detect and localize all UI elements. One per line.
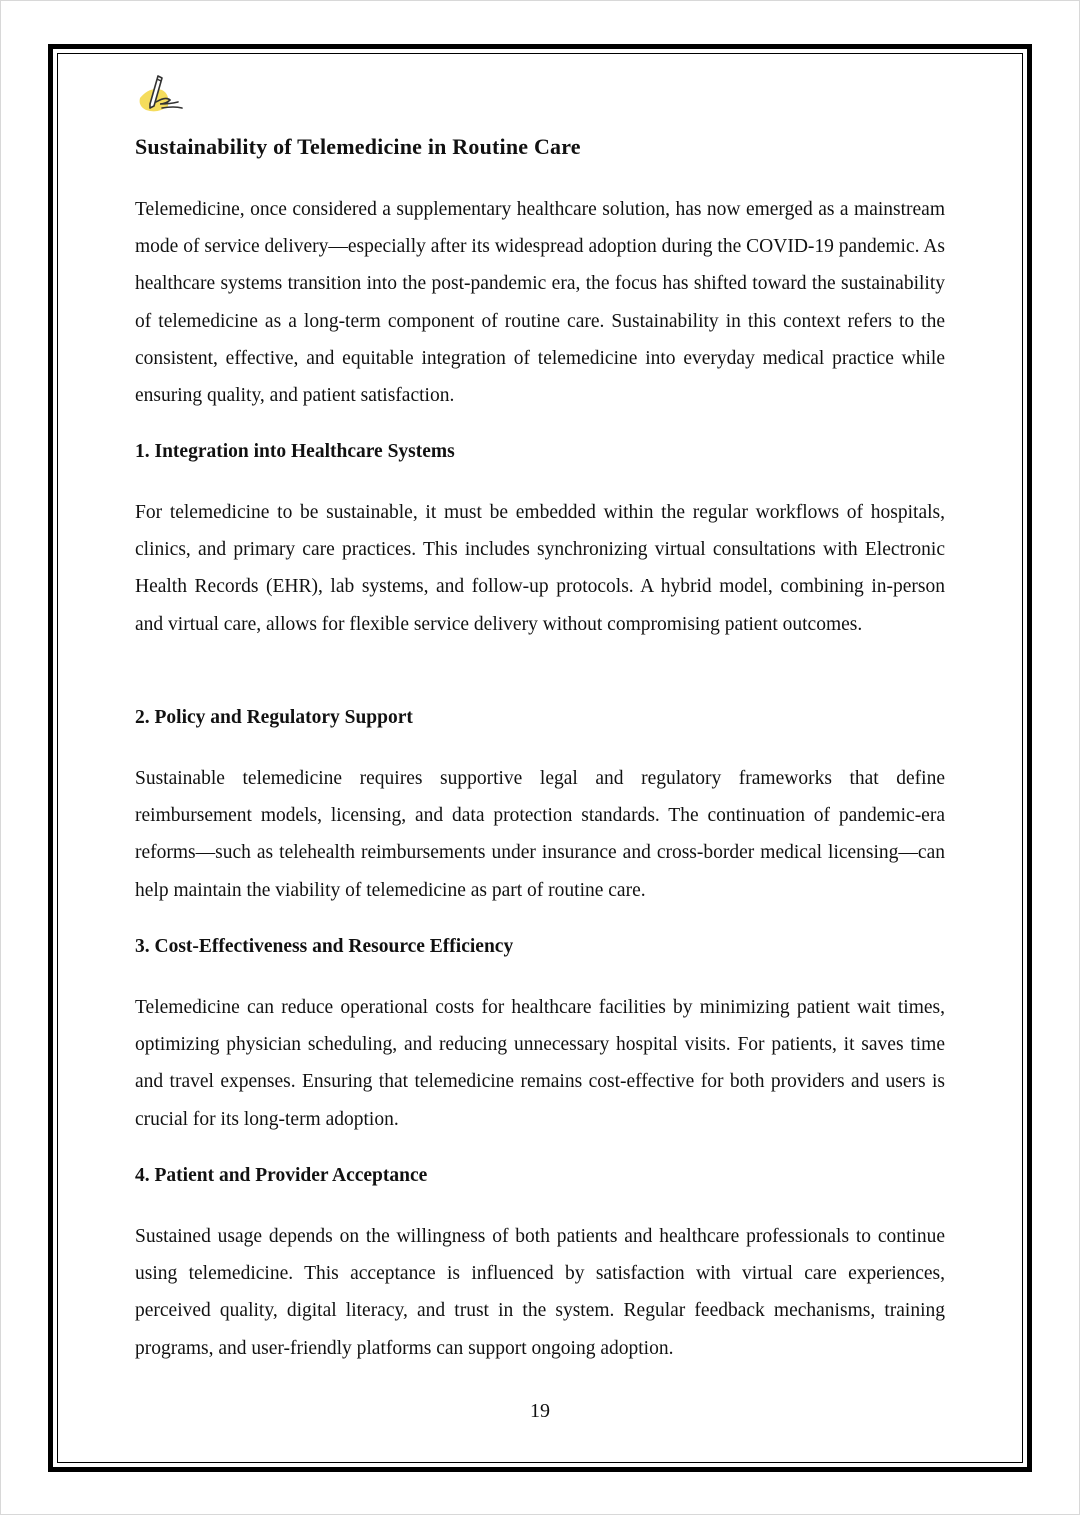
section-heading-4: 4. Patient and Provider Acceptance [135,1165,428,1186]
page-title: Sustainability of Telemedicine in Routine Care [135,134,581,159]
section-body-2: Sustainable telemedicine requires supportive legal and regulatory frameworks that define reimbursement models, licensing, and data protection standards. The continuation of pandemic-era reforms—such as telehealth reimbursements under insurance and cross-border medical licensing—can help maintain the viability of telemedicine as part of routine care. [135,768,945,901]
pen-writing-icon [136,72,190,116]
section-body-4: Sustained usage depends on the willingness of both patients and healthcare professionals to continue using telemedicine. This acceptance is influenced by satisfaction with virtual care experiences, perceived quality, digital literacy, and trust in the system. Regular feedback mechanisms, training programs, and user-friendly platforms can support ongoing adoption. [135,1226,945,1359]
section-body-1: For telemedicine to be sustainable, it must be embedded within the regular workflows of hospitals, clinics, and primary care practices. This includes synchronizing virtual consultations with Electronic Health Records (EHR), lab systems, and follow-up protocols. A hybrid model, combining in-person and virtual care, allows for flexible service delivery without compromising patient outcomes. [135,502,945,635]
section-body-3: Telemedicine can reduce operational costs for healthcare facilities by minimizing patient wait times, optimizing physician scheduling, and reducing unnecessary hospital visits. For patients, it saves time and travel expenses. Ensuring that telemedicine remains cost-effective for both providers and users is crucial for its long-term adoption. [135,997,945,1130]
section-heading-2: 2. Policy and Regulatory Support [135,707,413,728]
intro-paragraph: Telemedicine, once considered a supplementary healthcare solution, has now emerged as a mainstream mode of service delivery—especially after its widespread adoption during the COVID-19 pandemic. As healthcare systems transition into the post-pandemic era, the focus has shifted toward the sustainability of telemedicine as a long-term component of routine care. Sustainability in this context refers to the consistent, effective, and equitable integration of telemedicine into everyday medical practice while ensuring quality, and patient satisfaction. [135,199,945,407]
section-heading-1: 1. Integration into Healthcare Systems [135,441,455,462]
page-number: 19 [530,1400,550,1422]
section-heading-3: 3. Cost-Effectiveness and Resource Efficiency [135,936,514,957]
